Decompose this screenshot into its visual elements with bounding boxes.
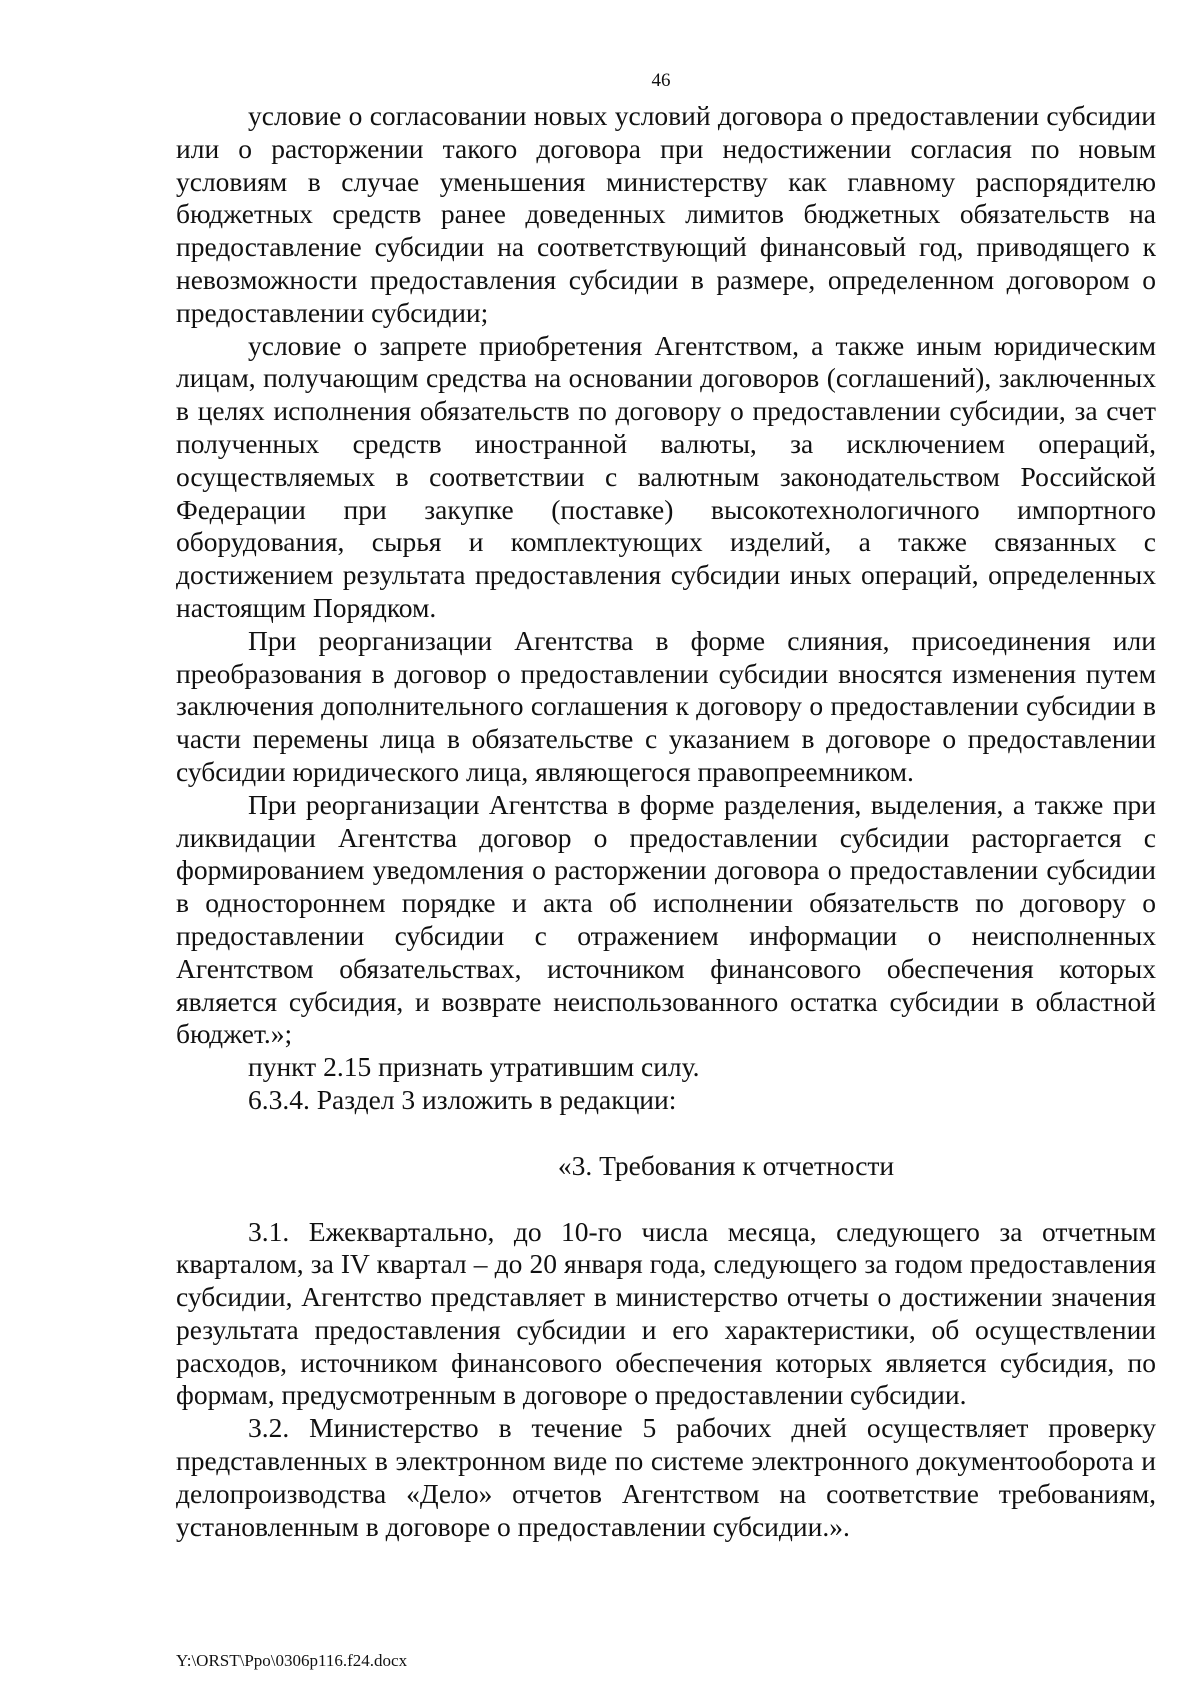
paragraph: 3.1. Ежеквартально, до 10-го числа месяца, следующего за отчетным кварталом, за IV квартал – до 20 января года, следующего за годом предоставления субсидии, Агентство представляет в министерство отчеты о достижении значения результата предоставления субсидии и его характеристики, об осуществлении расходов, источником финансового обеспечения которых является субсидия, по формам, предусмотренным в договоре о предоставлении субсидии.: [176, 1215, 1156, 1411]
paragraph: При реорганизации Агентства в форме разделения, выделения, а также при ликвидации Агентства договор о предоставлении субсидии расторгается с формированием уведомления о расторжении договора о предоставлении субсидии в одностороннем порядке и акта об исполнении обязательств по договору о предоставлении субсидии с отражением информации о неисполненных Агентством обязательствах, источником финансового обеспечения которых является субсидия, и возврате неиспользованного остатка субсидии в областной бюджет.»;: [176, 788, 1156, 1050]
paragraph: При реорганизации Агентства в форме слияния, присоединения или преобразования в договор о предоставлении субсидии вносятся изменения путем заключения дополнительного соглашения к договору о предоставлении субсидии в части перемены лица в обязательстве с указанием в договоре о предоставлении субсидии юридического лица, являющегося правопреемником.: [176, 624, 1156, 787]
paragraph: 3.2. Министерство в течение 5 рабочих дней осуществляет проверку представленных в электронном виде по системе электронного документооборота и делопроизводства «Дело» отчетов Агентством на соответствие требованиям, установленным в договоре о предоставлении субсидии.».: [176, 1412, 1156, 1542]
page-number: 46: [651, 70, 671, 91]
paragraph: 6.3.4. Раздел 3 изложить в редакции:: [248, 1083, 677, 1115]
paragraph: условие о согласовании новых условий договора о предоставлении субсидии или о расторжении такого договора при недостижении согласия по новым условиям в случае уменьшения министерству как главному распорядителю бюджетных средств ранее доведенных лимитов бюджетных обязательств на предоставление субсидии на соответствующий финансовый год, приводящего к невозможности предоставления субсидии в размере, определенном договором о предоставлении субсидии;: [176, 100, 1156, 328]
paragraph: пункт 2.15 признать утратившим силу.: [248, 1051, 700, 1083]
section-heading: «3. Требования к отчетности: [557, 1149, 895, 1181]
footer-file-path: Y:\ORST\Ppo\0306p116.f24.docx: [176, 1651, 408, 1670]
paragraph: условие о запрете приобретения Агентством, а также иным юридическим лицам, получающим средства на основании договоров (соглашений), заключенных в целях исполнения обязательств по договору о предоставлении субсидии, за счет полученных средств иностранной валюты, за исключением операций, осуществляемых в соответствии с валютным законодательством Российской Федерации при закупке (поставке) высокотехнологичного импортного оборудования, сырья и комплектующих изделий, а также связанных с достижением результата предоставления субсидии иных операций, определенных настоящим Порядком.: [176, 329, 1156, 623]
document-body: [176, 100, 1156, 1543]
